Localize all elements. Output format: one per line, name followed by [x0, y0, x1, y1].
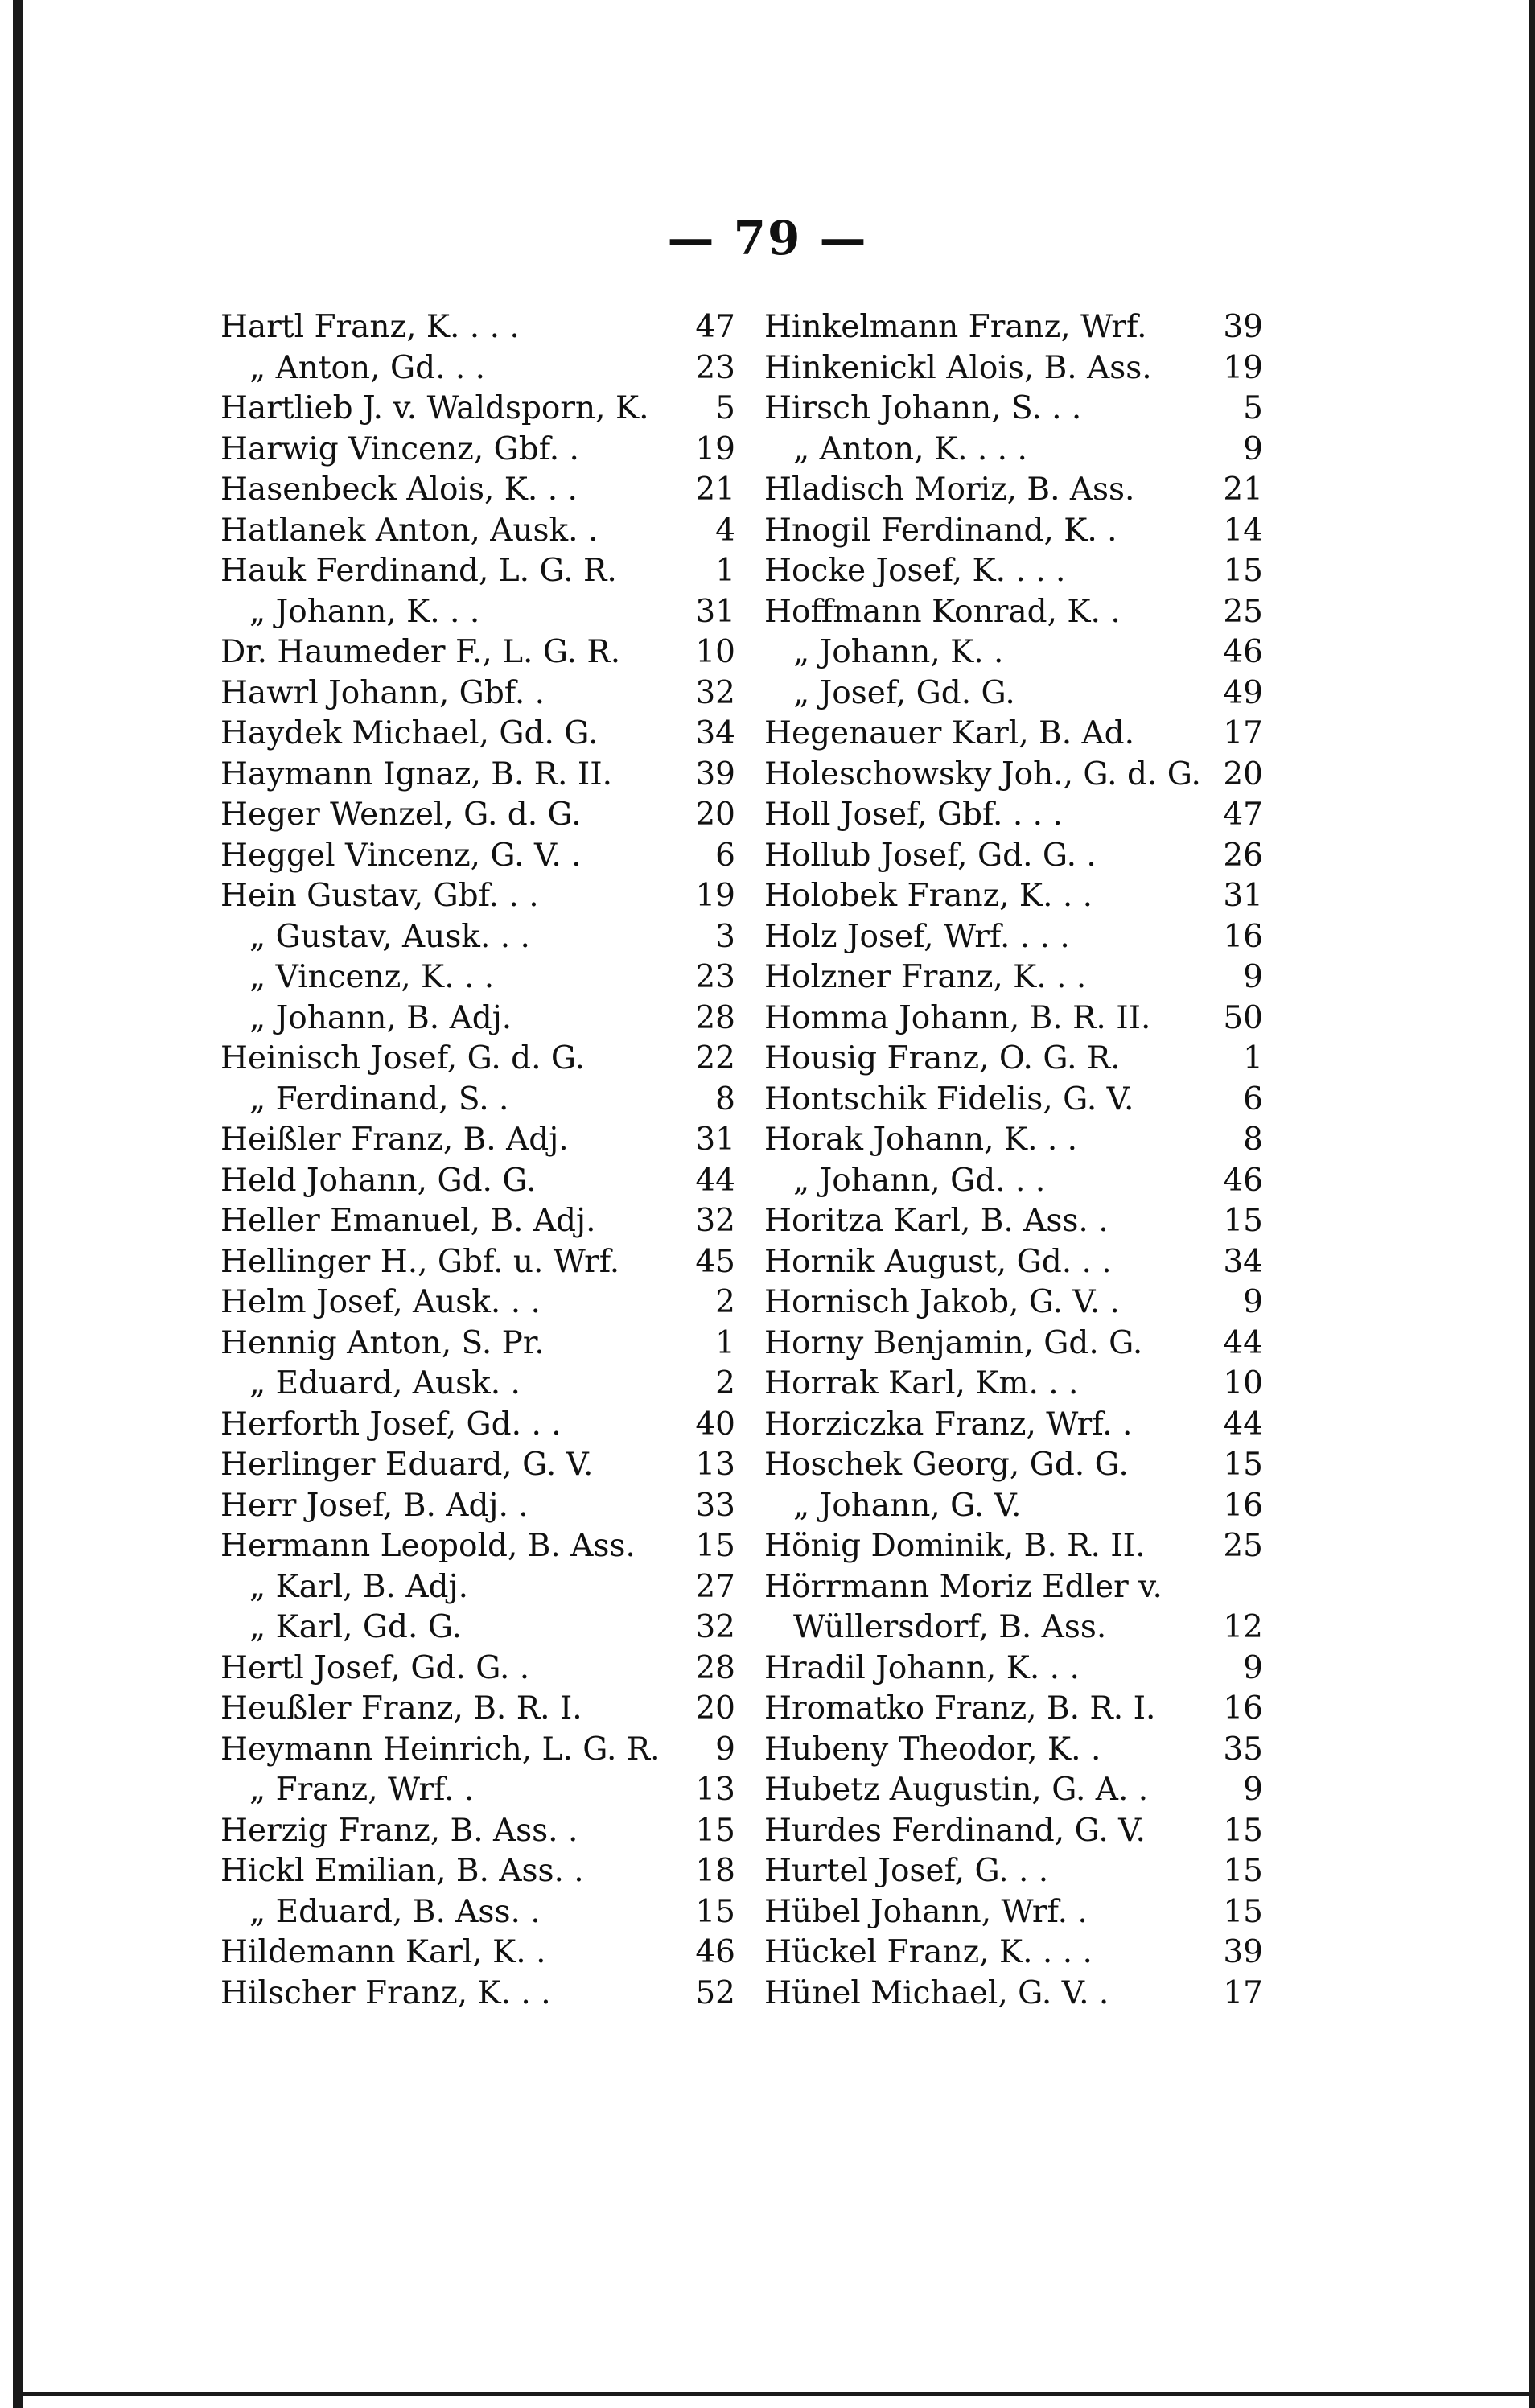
- entry-name: Holz Josef, Wrf. . . .: [764, 918, 1070, 955]
- index-entry: [220, 1811, 735, 1852]
- index-entry: [764, 1770, 1263, 1811]
- entry-page-number: 9: [1243, 1649, 1263, 1686]
- index-entry: [764, 1080, 1263, 1121]
- entry-page-number: 17: [1223, 1974, 1263, 2011]
- page-bottom-line: [13, 2392, 1535, 2396]
- entry-name: Hornisch Jakob, G. V. .: [764, 1284, 1120, 1320]
- entry-page-number: 49: [1223, 674, 1263, 711]
- index-entry: [764, 1364, 1263, 1405]
- entry-page-number: 15: [1223, 1853, 1263, 1889]
- entry-name: Hartl Franz, K. . . .: [220, 309, 520, 345]
- index-entry: [764, 430, 1263, 471]
- index-entry: [764, 714, 1263, 755]
- entry-page-number: 45: [695, 1243, 735, 1280]
- index-entry: [220, 511, 735, 552]
- entry-name: Hörrmann Moriz Edler v.: [764, 1568, 1163, 1605]
- entry-page-number: 31: [695, 1122, 735, 1158]
- entry-name: Hornik August, Gd. . .: [764, 1243, 1112, 1280]
- entry-name: „ Johann, B. Adj.: [249, 999, 512, 1036]
- entry-page-number: 31: [695, 593, 735, 630]
- entry-name: Hickl Emilian, B. Ass. .: [220, 1853, 584, 1889]
- entry-page-number: 35: [1223, 1731, 1263, 1768]
- entry-page-number: 32: [695, 674, 735, 711]
- entry-page-number: 13: [695, 1772, 735, 1808]
- entry-page-number: 5: [1243, 390, 1263, 426]
- page-edge-right: [1529, 0, 1535, 2408]
- index-entry: [220, 1933, 735, 1974]
- entry-page-number: 6: [1243, 1081, 1263, 1118]
- entry-page-number: 12: [1223, 1609, 1263, 1645]
- entry-name: Holl Josef, Gbf. . . .: [764, 796, 1063, 833]
- index-entry: [220, 917, 735, 958]
- entry-name: Hubetz Augustin, G. A. .: [764, 1772, 1149, 1808]
- entry-page-number: 22: [695, 1040, 735, 1076]
- entry-page-number: 13: [695, 1447, 735, 1483]
- entry-name: Hirsch Johann, S. . .: [764, 390, 1082, 426]
- index-entry: [764, 1933, 1263, 1974]
- entry-page-number: 39: [1223, 309, 1263, 345]
- index-entry: [764, 1892, 1263, 1933]
- index-entry: [220, 1080, 735, 1121]
- entry-page-number: 3: [715, 918, 735, 955]
- index-entry: [764, 348, 1263, 389]
- entry-page-number: 10: [1223, 1365, 1263, 1402]
- index-entry: [220, 876, 735, 917]
- entry-name: Haymann Ignaz, B. R. II.: [220, 755, 613, 792]
- entry-page-number: 27: [695, 1568, 735, 1605]
- entry-name: Hönig Dominik, B. R. II.: [764, 1528, 1146, 1564]
- entry-page-number: 15: [1223, 1893, 1263, 1930]
- entry-page-number: 25: [1223, 1528, 1263, 1564]
- index-entry: [220, 1607, 735, 1649]
- index-entry: [220, 1649, 735, 1690]
- index-entry: [764, 551, 1263, 592]
- entry-name: „ Johann, K. . .: [249, 593, 480, 630]
- entry-page-number: 14: [1223, 512, 1263, 549]
- entry-name: Hildemann Karl, K. .: [220, 1934, 546, 1970]
- index-entry: [764, 1039, 1263, 1080]
- index-entry: [220, 470, 735, 511]
- index-entry: [220, 1039, 735, 1080]
- entry-name: Hontschik Fidelis, G. V.: [764, 1081, 1134, 1118]
- index-entry: [764, 755, 1263, 796]
- page-edge-left: [13, 0, 23, 2408]
- entry-name: Horny Benjamin, Gd. G.: [764, 1324, 1143, 1361]
- entry-page-number: 17: [1223, 715, 1263, 751]
- entry-name: „ Gustav, Ausk. . .: [249, 918, 530, 955]
- entry-page-number: 52: [695, 1974, 735, 2011]
- entry-name: Herzig Franz, B. Ass. .: [220, 1812, 578, 1849]
- entry-page-number: 19: [1223, 349, 1263, 386]
- entry-name: Herforth Josef, Gd. . .: [220, 1406, 562, 1443]
- entry-name: Heger Wenzel, G. d. G.: [220, 796, 582, 833]
- entry-page-number: 31: [1223, 878, 1263, 914]
- entry-name: Homma Johann, B. R. II.: [764, 999, 1151, 1036]
- entry-name: Horziczka Franz, Wrf. .: [764, 1406, 1133, 1443]
- entry-page-number: 5: [715, 390, 735, 426]
- entry-name: Heller Emanuel, B. Adj.: [220, 1203, 596, 1239]
- entry-name: Hurdes Ferdinand, G. V.: [764, 1812, 1146, 1849]
- entry-page-number: 9: [1243, 1772, 1263, 1808]
- index-entry: [764, 1730, 1263, 1771]
- entry-page-number: 21: [695, 471, 735, 508]
- index-entry: [764, 1649, 1263, 1690]
- entry-page-number: 15: [1223, 1203, 1263, 1239]
- entry-name: „ Eduard, B. Ass. .: [249, 1893, 541, 1930]
- entry-page-number: 46: [1223, 1162, 1263, 1199]
- entry-name: Horrak Karl, Km. . .: [764, 1365, 1079, 1402]
- entry-page-number: 47: [1223, 796, 1263, 833]
- entry-name: Heinisch Josef, G. d. G.: [220, 1040, 586, 1076]
- entry-name: „ Karl, Gd. G.: [249, 1609, 462, 1645]
- index-entry: [764, 632, 1263, 673]
- index-entry: [764, 836, 1263, 877]
- index-entry: [764, 1161, 1263, 1202]
- index-entry: [764, 957, 1263, 998]
- entry-name: Hennig Anton, S. Pr.: [220, 1324, 545, 1361]
- entry-name: Hollub Josef, Gd. G. .: [764, 837, 1097, 874]
- entry-page-number: 6: [715, 837, 735, 874]
- entry-name: Hertl Josef, Gd. G. .: [220, 1649, 530, 1686]
- entry-name: „ Johann, K. .: [793, 634, 1004, 670]
- index-entry: [764, 1526, 1263, 1567]
- entry-name: Horak Johann, K. . .: [764, 1122, 1078, 1158]
- entry-name: Heggel Vincenz, G. V. .: [220, 837, 582, 874]
- index-entry: [764, 673, 1263, 714]
- entry-page-number: 16: [1223, 1487, 1263, 1524]
- entry-page-number: 15: [1223, 553, 1263, 589]
- entry-page-number: 25: [1223, 593, 1263, 630]
- index-entry: [220, 1526, 735, 1567]
- entry-name: Dr. Haumeder F., L. G. R.: [220, 634, 621, 670]
- index-entry: [220, 307, 735, 348]
- entry-page-number: 26: [1223, 837, 1263, 874]
- entry-name: Hasenbeck Alois, K. . .: [220, 471, 578, 508]
- entry-page-number: 23: [695, 349, 735, 386]
- entry-name: „ Anton, K. . . .: [793, 430, 1027, 467]
- index-entry: [764, 1486, 1263, 1527]
- entry-name: „ Ferdinand, S. .: [249, 1081, 509, 1118]
- index-entry: [764, 1323, 1263, 1365]
- entry-name: Hradil Johann, K. . .: [764, 1649, 1080, 1686]
- entry-name: Horitza Karl, B. Ass. .: [764, 1203, 1109, 1239]
- entry-page-number: 32: [695, 1609, 735, 1645]
- entry-name: „ Johann, G. V.: [793, 1487, 1022, 1524]
- index-entry: [220, 1770, 735, 1811]
- entry-name: Hoffmann Konrad, K. .: [764, 593, 1121, 630]
- entry-page-number: 47: [695, 309, 735, 345]
- entry-page-number: 9: [1243, 959, 1263, 995]
- entry-name: Hartlieb J. v. Waldsporn, K.: [220, 390, 649, 426]
- index-entry: [220, 1242, 735, 1283]
- entry-page-number: 16: [1223, 918, 1263, 955]
- entry-page-number: 19: [695, 430, 735, 467]
- index-entry: [220, 1445, 735, 1486]
- entry-name: Wüllersdorf, B. Ass.: [793, 1609, 1107, 1645]
- entry-page-number: 2: [715, 1365, 735, 1402]
- entry-name: Harwig Vincenz, Gbf. .: [220, 430, 579, 467]
- entry-name: „ Anton, Gd. . .: [249, 349, 486, 386]
- entry-page-number: 46: [695, 1934, 735, 1970]
- entry-page-number: 9: [1243, 430, 1263, 467]
- index-entry: [764, 389, 1263, 430]
- entry-page-number: 39: [695, 755, 735, 792]
- index-entry: [220, 1201, 735, 1242]
- entry-name: Hurtel Josef, G. . .: [764, 1853, 1049, 1889]
- entry-name: Hilscher Franz, K. . .: [220, 1974, 551, 2011]
- entry-name: Hellinger H., Gbf. u. Wrf.: [220, 1243, 620, 1280]
- entry-page-number: 44: [695, 1162, 735, 1199]
- entry-name: „ Karl, B. Adj.: [249, 1568, 468, 1605]
- index-entry: [220, 1161, 735, 1202]
- index-entry: [764, 470, 1263, 511]
- entry-page-number: 23: [695, 959, 735, 995]
- entry-page-number: 15: [1223, 1447, 1263, 1483]
- entry-page-number: 8: [715, 1081, 735, 1118]
- entry-name: Housig Franz, O. G. R.: [764, 1040, 1121, 1076]
- entry-name: „ Franz, Wrf. .: [249, 1772, 475, 1808]
- entry-name: Hnogil Ferdinand, K. .: [764, 512, 1117, 549]
- index-entry: [220, 836, 735, 877]
- entry-name: Hocke Josef, K. . . .: [764, 553, 1066, 589]
- index-entry: [764, 1851, 1263, 1892]
- entry-name: Hinkelmann Franz, Wrf.: [764, 309, 1147, 345]
- entry-name: „ Josef, Gd. G.: [793, 674, 1015, 711]
- entry-name: „ Johann, Gd. . .: [793, 1162, 1046, 1199]
- right-column: [764, 307, 1263, 2014]
- entry-name: Heymann Heinrich, L. G. R.: [220, 1731, 661, 1768]
- entry-page-number: 15: [695, 1528, 735, 1564]
- entry-page-number: 20: [1223, 755, 1263, 792]
- entry-name: Hückel Franz, K. . . .: [764, 1934, 1093, 1970]
- page-number: — 79 —: [667, 211, 868, 265]
- entry-page-number: 20: [695, 796, 735, 833]
- index-entry: [764, 876, 1263, 917]
- entry-page-number: 9: [715, 1731, 735, 1768]
- index-entry: [220, 957, 735, 998]
- entry-name: Hubeny Theodor, K. .: [764, 1731, 1101, 1768]
- entry-page-number: 16: [1223, 1690, 1263, 1727]
- entry-name: „ Eduard, Ausk. .: [249, 1365, 521, 1402]
- entry-name: Hromatko Franz, B. R. I.: [764, 1690, 1156, 1727]
- index-entry: [220, 1851, 735, 1892]
- index-entry: [764, 1689, 1263, 1730]
- entry-name: Hoschek Georg, Gd. G.: [764, 1447, 1129, 1483]
- entry-name: Herlinger Eduard, G. V.: [220, 1447, 594, 1483]
- index-entry: [220, 1364, 735, 1405]
- entry-page-number: 32: [695, 1203, 735, 1239]
- entry-name: Hinkenickl Alois, B. Ass.: [764, 349, 1152, 386]
- index-entry: [220, 673, 735, 714]
- index-entry: [764, 1607, 1263, 1649]
- entry-name: Holzner Franz, K. . .: [764, 959, 1087, 995]
- entry-name: Heißler Franz, B. Adj.: [220, 1122, 569, 1158]
- index-entry: [220, 998, 735, 1039]
- entry-name: Hawrl Johann, Gbf. .: [220, 674, 545, 711]
- index-entry: [220, 1567, 735, 1608]
- index-entry: [764, 998, 1263, 1039]
- entry-page-number: 4: [715, 512, 735, 549]
- entry-page-number: 46: [1223, 634, 1263, 670]
- entry-page-number: 21: [1223, 471, 1263, 508]
- index-entry: [764, 307, 1263, 348]
- entry-page-number: 33: [695, 1487, 735, 1524]
- entry-page-number: 2: [715, 1284, 735, 1320]
- index-entry: [220, 551, 735, 592]
- index-entry: [764, 1282, 1263, 1323]
- index-entry: [220, 755, 735, 796]
- entry-page-number: 10: [695, 634, 735, 670]
- entry-page-number: 15: [695, 1893, 735, 1930]
- entry-page-number: 20: [695, 1690, 735, 1727]
- entry-page-number: 50: [1223, 999, 1263, 1036]
- index-entry: [220, 795, 735, 836]
- index-entry: [220, 632, 735, 673]
- index-entry: [764, 795, 1263, 836]
- entry-name: Held Johann, Gd. G.: [220, 1162, 537, 1199]
- entry-name: Hauk Ferdinand, L. G. R.: [220, 553, 617, 589]
- entry-page-number: 18: [695, 1853, 735, 1889]
- index-entry: [764, 1974, 1263, 2015]
- index-entry: [220, 1892, 735, 1933]
- entry-name: Hünel Michael, G. V. .: [764, 1974, 1109, 2011]
- index-entry: [220, 592, 735, 633]
- entry-name: Holeschowsky Joh., G. d. G.: [764, 755, 1201, 792]
- entry-page-number: 40: [695, 1406, 735, 1443]
- entry-name: Hladisch Moriz, B. Ass.: [764, 471, 1135, 508]
- index-entry: [220, 430, 735, 471]
- entry-page-number: 1: [715, 1324, 735, 1361]
- index-entry: [764, 917, 1263, 958]
- index-entry: [220, 389, 735, 430]
- index-entry: [220, 1323, 735, 1365]
- entry-name: Haydek Michael, Gd. G.: [220, 715, 599, 751]
- entry-page-number: 8: [1243, 1122, 1263, 1158]
- entry-name: Heußler Franz, B. R. I.: [220, 1690, 582, 1727]
- entry-page-number: 34: [695, 715, 735, 751]
- entry-page-number: 44: [1223, 1406, 1263, 1443]
- index-entry: [764, 1445, 1263, 1486]
- index-entry: [220, 1689, 735, 1730]
- entry-page-number: 19: [695, 878, 735, 914]
- entry-name: Holobek Franz, K. . .: [764, 878, 1093, 914]
- index-entry: [764, 1405, 1263, 1446]
- entry-page-number: 9: [1243, 1284, 1263, 1320]
- entry-name: Hermann Leopold, B. Ass.: [220, 1528, 636, 1564]
- entry-name: „ Vincenz, K. . .: [249, 959, 495, 995]
- index-entry: [220, 348, 735, 389]
- entry-page-number: 44: [1223, 1324, 1263, 1361]
- left-column: [220, 307, 735, 2014]
- index-entry: [220, 1730, 735, 1771]
- entry-name: Hein Gustav, Gbf. . .: [220, 878, 539, 914]
- entry-page-number: 15: [695, 1812, 735, 1849]
- entry-page-number: 28: [695, 1649, 735, 1686]
- index-entry: [220, 1974, 735, 2015]
- index-entry: [764, 1242, 1263, 1283]
- entry-name: Hegenauer Karl, B. Ad.: [764, 715, 1135, 751]
- entry-page-number: 1: [1243, 1040, 1263, 1076]
- index-entry: [220, 714, 735, 755]
- entry-page-number: 1: [715, 553, 735, 589]
- index-entry: [220, 1120, 735, 1161]
- entry-page-number: 39: [1223, 1934, 1263, 1970]
- entry-name: Hatlanek Anton, Ausk. .: [220, 512, 599, 549]
- index-entry: [220, 1405, 735, 1446]
- index-entry: [220, 1486, 735, 1527]
- index-entry: [764, 1120, 1263, 1161]
- index-entry: [764, 1567, 1263, 1608]
- index-entry: [764, 592, 1263, 633]
- index-entry: [220, 1282, 735, 1323]
- index-entry: [764, 511, 1263, 552]
- entry-name: Herr Josef, B. Adj. .: [220, 1487, 529, 1524]
- entry-page-number: 15: [1223, 1812, 1263, 1849]
- index-entry: [764, 1811, 1263, 1852]
- entry-name: Hübel Johann, Wrf. .: [764, 1893, 1088, 1930]
- entry-page-number: 28: [695, 999, 735, 1036]
- entry-name: Helm Josef, Ausk. . .: [220, 1284, 541, 1320]
- entry-page-number: 34: [1223, 1243, 1263, 1280]
- index-entry: [764, 1201, 1263, 1242]
